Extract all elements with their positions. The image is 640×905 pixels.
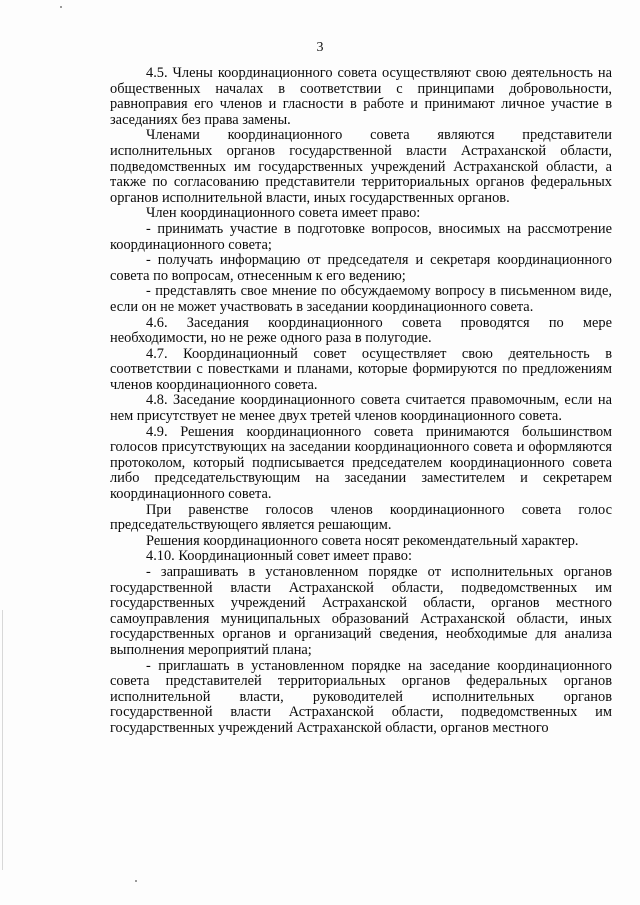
list-item-written-opinion: - представлять свое мнение по обсуждаемому вопросу в письменном виде, если он не может участвовать в заседании координационного совета. [110,283,612,315]
paragraph-advisory: Решения координационного совета носят рекомендательный характер. [146,532,579,549]
list-item-request-info: - запрашивать в установленном порядке от исполнительных органов государственной власти Астраханской области, подведомственных им государственных учреждений Астраханской области, органов местного самоуправления муниципальных образований Астраханской области, иных государственных органов и организаций сведения, необходимые для анализа выполнения мероприятий плана; [110,564,612,658]
document-body [110,66,612,737]
paragraph-4-10: 4.10. Координационный совет имеет право: [146,548,412,565]
paragraph-4-8: 4.8. Заседание координационного совета считается правомочным, если на нем присутствует не менее двух третей членов координационного совета. [110,392,612,425]
paragraph-4-9: 4.9. Решения координационного совета принимаются большинством голосов присутствующих на заседании координационного совета и оформляются протоколом, который подписывается председателем координационного совета либо председательствующим на заседании заместителем и секретарем координационного совета. [110,423,612,503]
list-item-receive-info: - получать информацию от председателя и секретаря координационного совета по вопросам, отнесенным к его ведению; [110,252,612,284]
paragraph-member-rights: Член координационного совета имеет право: [146,205,421,222]
scan-mark-top-left [60,6,62,8]
list-item-participate: - принимать участие в подготовке вопросов, вносимых на рассмотрение координационного совета; [110,220,612,253]
paragraph-4-5: 4.5. Члены координационного совета осуществляют свою деятельность на общественных началах в соответствии с принципами добровольности, равноправия его членов и гласности в работе и принимают личное участие в заседаниях без права замены. [110,65,612,128]
paragraph-members: Членами координационного совета являются представители исполнительных органов государственной власти Астраханской области, подведомственных им государственных учреждений Астраханской области, а также по согласованию представители территориальных органов федеральных органов исполнительной власти, иных государственных органов. [110,127,612,206]
paragraph-4-6: 4.6. Заседания координационного совета проводятся по мере необходимости, но не реже одного раза в полугодие. [110,314,612,347]
list-item-invite: - приглашать в установленном порядке на заседание координационного совета представителей территориальных органов федеральных органов исполнительной власти, руководителей исполнительных органов государственной власти Астраханской области, подведомственных им государственных учреждений Астраханской области, органов местного [110,657,612,736]
paragraph-tie-vote: При равенстве голосов членов координационного совета голос председательствующего является решающим. [110,501,612,534]
paragraph-4-7: 4.7. Координационный совет осуществляет свою деятельность в соответствии с повестками и планами, которые формируются по предложениям членов координационного совета. [110,345,612,393]
page-number: 3 [316,40,324,55]
scan-mark-left-edge [2,610,3,870]
scan-mark-bottom [135,880,137,882]
